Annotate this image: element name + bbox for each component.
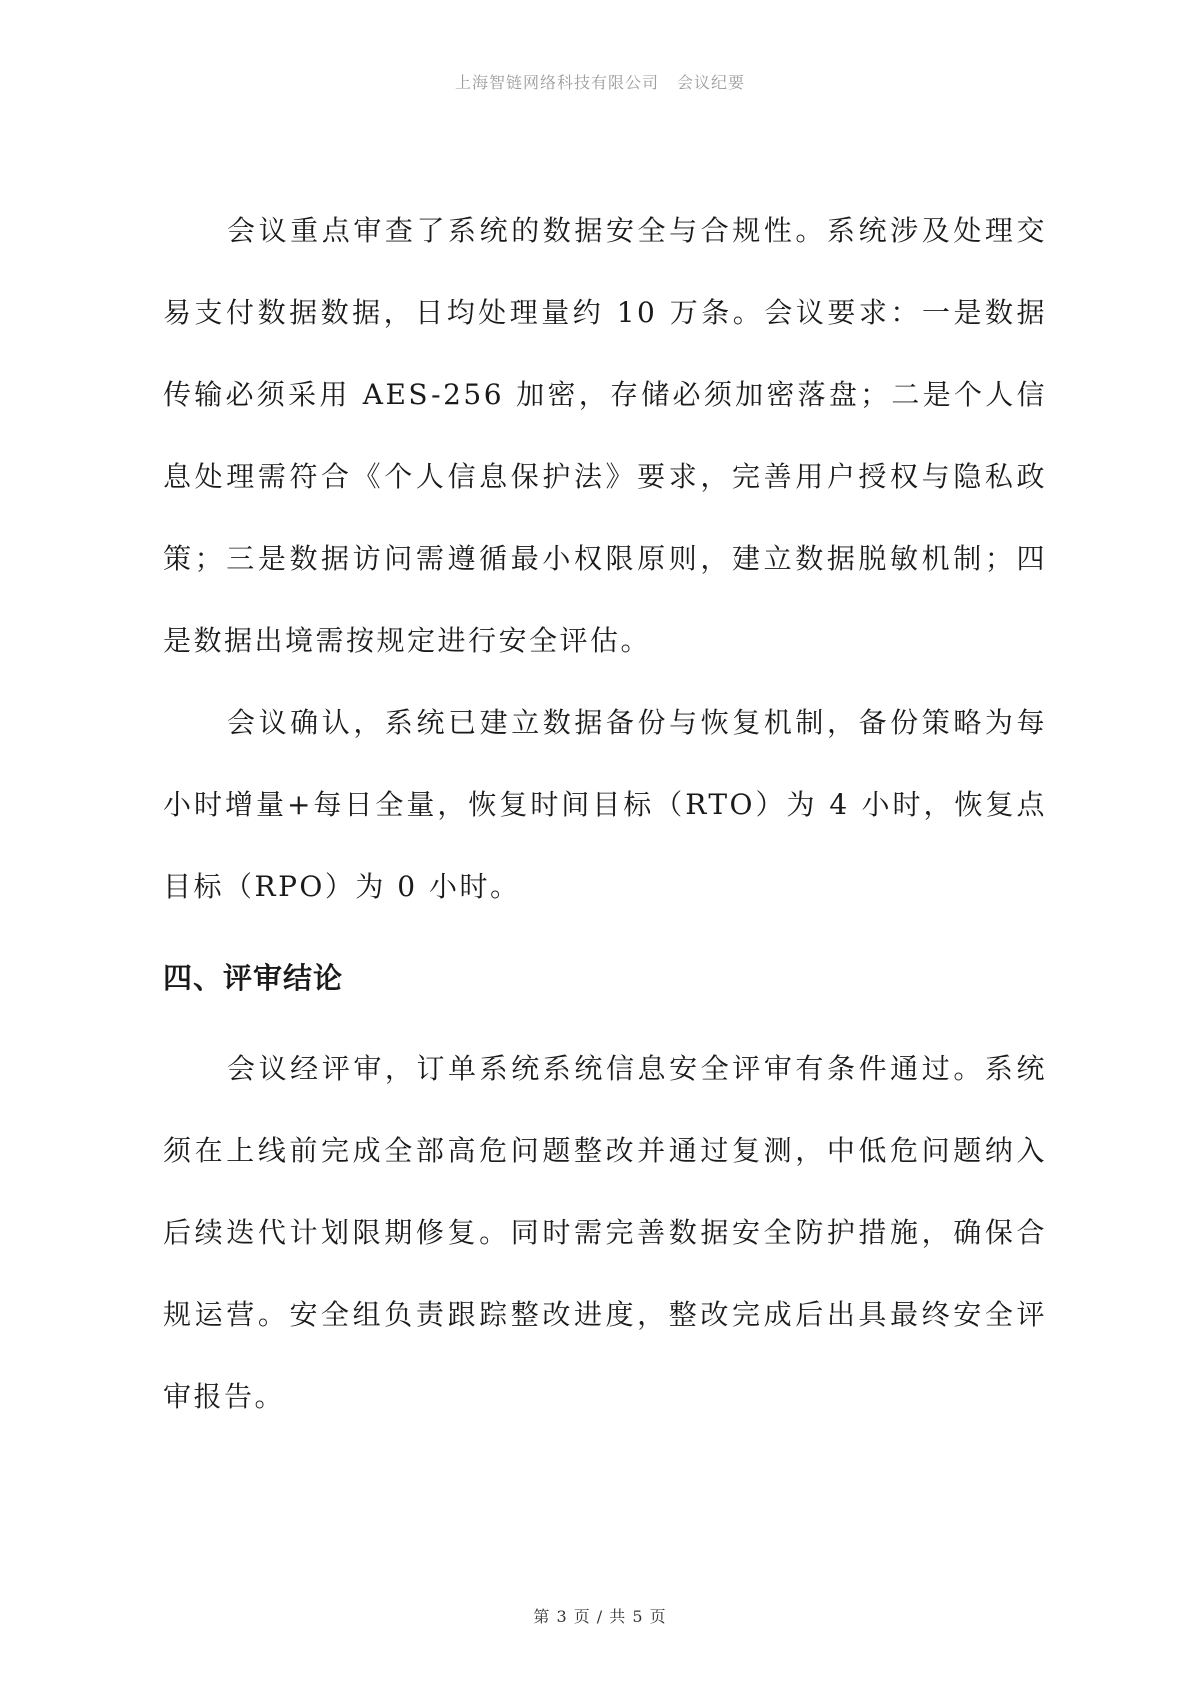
body-text xyxy=(163,190,1047,1438)
header-doc-title: 会议纪要 xyxy=(677,73,746,92)
paragraph-data-security: 会议重点审查了系统的数据安全与合规性。系统涉及处理交易支付数据数据，日均处理量约 10 万条。会议要求：一是数据传输必须采用 AES-256 加密，存储必须加密落盘；二是个人信息处理需符合《个人信息保护法》要求，完善用户授权与隐私政策；三是数据访问需遵循最小权限原则，建立数据脱敏机制；四是数据出境需按规定进行安全评估。 xyxy=(163,214,1047,657)
header-company: 上海智链网络科技有限公司 xyxy=(454,73,659,92)
page-number: 第 3 页 / 共 5 页 xyxy=(533,1607,667,1626)
paragraph-backup-recovery: 会议确认，系统已建立数据备份与恢复机制，备份策略为每小时增量+每日全量，恢复时间目标（RTO）为 4 小时，恢复点目标（RPO）为 0 小时。 xyxy=(163,706,1047,903)
running-header xyxy=(0,70,1200,93)
paragraph-review-conclusion: 会议经评审，订单系统系统信息安全评审有条件通过。系统须在上线前完成全部高危问题整改并通过复测，中低危问题纳入后续迭代计划限期修复。同时需完善数据安全防护措施，确保合规运营。安全组负责跟踪整改进度，整改完成后出具最终安全评审报告。 xyxy=(163,1052,1047,1413)
section-heading-review-conclusion: 四、评审结论 xyxy=(163,961,344,995)
